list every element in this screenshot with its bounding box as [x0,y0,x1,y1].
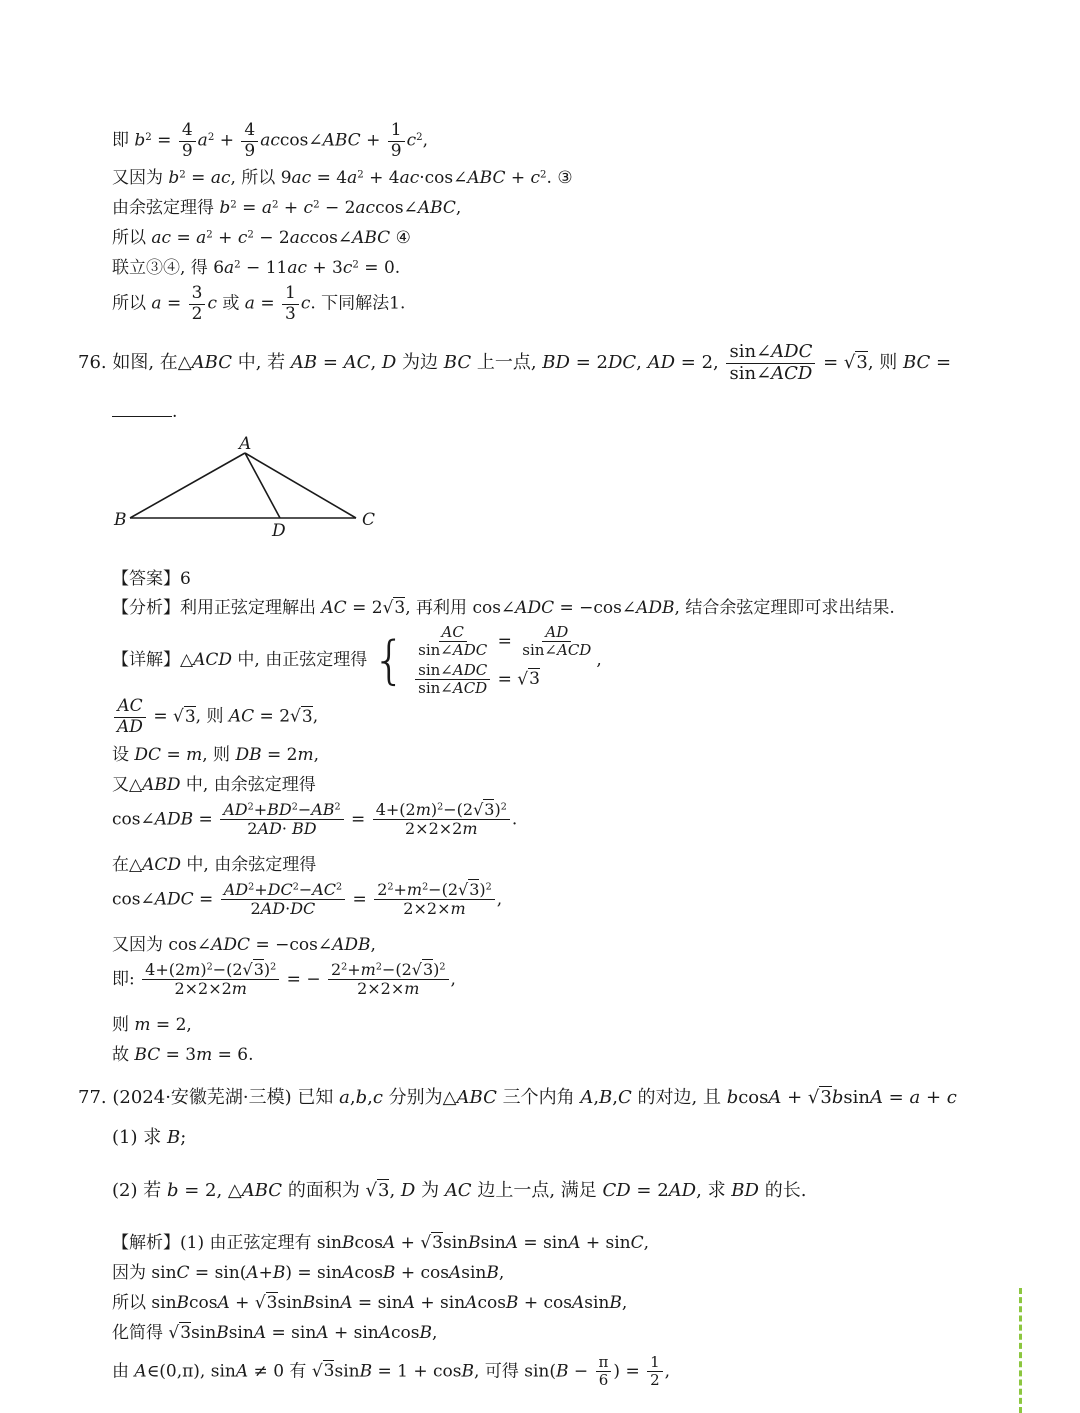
question-76-number: 76. [78,352,107,374]
answer-blank-line: . [112,402,177,422]
step-3: 又△ABD 中, 由余弦定理得 [112,775,316,795]
triangle-figure [110,430,390,540]
derivation-line-6: 所以 a = $\frac{3}{2}$ c 或 a = $\frac{1}{3}$ c. 下同解法1. [112,283,406,324]
solution-line-2: 因为 sinC = sin(A+B) = sinAcosB + cosAsinB, [112,1263,505,1283]
step-4: cos∠ADB = $\frac{AD^2+BD^2-AB^2}{2AD\cdot BD}$ = $\frac{4+(2m)^2-(2√3)^2}{2\times 2\times 2m}$ . [112,800,518,839]
answer-blank[interactable] [112,416,172,417]
derivation-line-5: 联立③④, 得 $6a^2 - 11ac + 3c^2 = 0$. [112,258,401,278]
derivation-line-2: 又因为 $b^2$ = ac, 所以 $9ac = 4a^2$ + 4ac·cos∠ABC + $c^2$. ③ [112,168,573,188]
question-77-part-2: (2) 若 b = 2, △ABC 的面积为 √3, D 为 AC 边上一点, 满足 CD = 2AD, 求 BD 的长. [112,1180,807,1201]
step-2: 设 DC = m, 则 DB = 2m, [112,745,319,765]
step-9: 则 m = 2, [112,1015,192,1035]
solution-line-1: 【解析】(1) 由正弦定理有 sinBcosA + √3sinBsinA = sinA + sinC, [112,1233,650,1253]
question-77-number: 77. [78,1087,107,1108]
solution-line-4: 化简得 √3sinBsinA = sinA + sinAcosB, [112,1323,438,1343]
margin-dashed-rule [1019,1288,1022,1413]
derivation-line-3: 由余弦定理得 $b^2 = a^2 + c^2$ − 2accos∠ABC, [112,198,462,218]
step-8: 即: $\frac{4+(2m)^2-(2√3)^2}{2\times 2\times 2m}$ = − $\frac{2^2+m^2-(2√3)^2}{2\times 2\times m}$ , [112,960,456,999]
analysis-line: 【分析】利用正弦定理解出 AC = 2√3, 再利用 cos∠ADC = −cos∠ADB, 结合余弦定理即可求出结果. [112,598,895,618]
step-5: 在△ACD 中, 由余弦定理得 [112,855,317,875]
vertex-label-a: A [239,434,252,454]
equation-system: $\frac{AC}{\text{sin∠ADC}}$ = $\frac{AD}{\text{sin∠ACD}}$ $\frac{\text{sin∠ADC}}{\text{sin∠ACD}}$ = √3 [413,624,596,697]
derivation-line-4: 所以 ac = $a^2 + c^2$ − 2accos∠ABC ④ [112,228,411,248]
solution-line-5: 由 A∈(0,π), sinA ≠ 0 有 √3sinB = 1 + cosB, 可得 sin(B − $\frac{\pi}{6}$ ) = $\frac{1}{2}$ , [112,1353,671,1390]
vertex-label-c: C [362,510,376,530]
step-7: 又因为 cos∠ADC = −cos∠ADB, [112,935,376,955]
vertex-label-d: D [272,521,286,540]
question-76-stem: 76. 如图, 在△ABC 中, 若 AB = AC, D 为边 BC 上一点, BD = 2DC, AD = 2, $\frac{\text{sin∠ADC}}{\text{sin∠ACD}}$ = √3, 则 BC = [78,341,952,384]
step-6: cos∠ADC = $\frac{AD^2+DC^2-AC^2}{2AD\cdot DC}$ = $\frac{2^2+m^2-(2√3)^2}{2\times 2\times m}$ , [112,880,503,919]
question-77-stem: 77. (2024·安徽芜湖·三模) 已知 a,b,c 分别为△ABC 三个内角 A,B,C 的对边, 且 bcosA + √3bsinA = a + c [78,1087,957,1108]
segment-ab [130,453,245,518]
derivation-line-1: 即 $b^2$ = $\frac{4}{9}$ $a^2$ + $\frac{4}{9}$ accos∠ABC + $\frac{1}{9}$ $c^2$, [112,120,428,161]
step-10: 故 BC = 3m = 6. [112,1045,254,1065]
brace-icon: { [372,630,406,691]
detail-intro: 【详解】△ACD 中, 由正弦定理得 { $\frac{AC}{\text{sin∠ADC}}$ = $\frac{AD}{\text{sin∠ACD}}$ $\frac{\text{sin∠ADC}}{\text{sin∠ACD}}$ = √3 , [112,623,602,697]
question-77-part-1: (1) 求 B; [112,1127,187,1148]
step-1: $\frac{AC}{AD}$ = √3, 则 AC = 2√3, [112,697,318,737]
vertex-label-b: B [114,510,127,530]
answer-line: 【答案】6 [112,569,191,589]
solution-line-3: 所以 sinBcosA + √3sinBsinA = sinA + sinAcosB + cosAsinB, [112,1293,628,1313]
